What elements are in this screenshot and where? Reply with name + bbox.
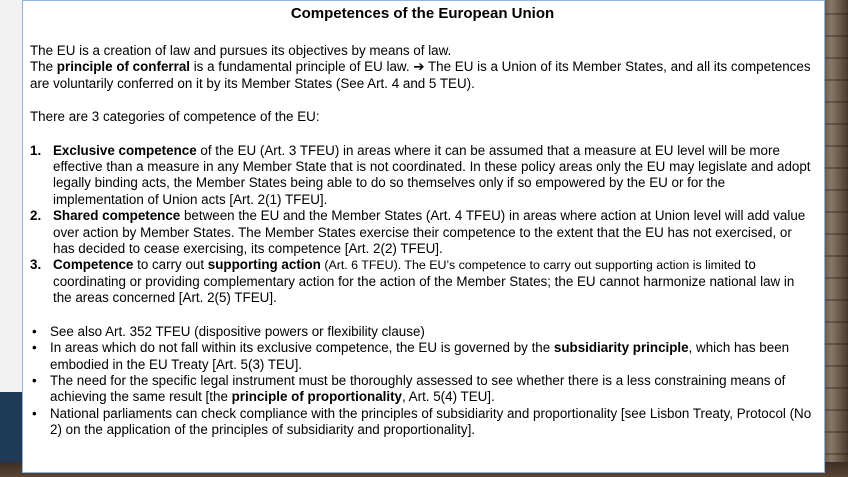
supporting-action-term: supporting action xyxy=(207,257,321,273)
exclusive-competence-term: Exclusive competence xyxy=(53,142,197,158)
list-item: • In areas which do not fall within its exclusive competence, the EU is governed by the subsidiarity principle, which has been embodied in the EU Treaty [Art. 5(3) TEU]. xyxy=(32,340,790,372)
list-item: • See also Art. 352 TFEU (dispositive powers or flexibility clause) xyxy=(32,323,425,339)
page-title: Competences of the European Union xyxy=(290,5,555,22)
list-item: • National parliaments can check compliance with the principles of subsidiarity and proportionality [see Lisbon Treaty, Protocol (No 2) on the application of the principles of subsidiarity and proportionality]. xyxy=(32,405,812,438)
competence-term: Competence xyxy=(53,257,134,273)
proportionality-term: principle of proportionality xyxy=(231,389,402,405)
bullet-icon: • xyxy=(32,372,37,388)
conferral-term: principle of conferral xyxy=(56,59,190,75)
subsidiarity-term: subsidiarity principle xyxy=(553,340,689,356)
categories-intro: There are 3 categories of competence of the EU: xyxy=(30,109,320,125)
list-item: 2. Shared competence between the EU and the Member States (Art. 4 TFEU) in areas where action at Union level will add value over action by Member States. The Member States exercise their competence to the extent that the EU has not exercised, or has decided to cease exercising, its competence [Art. 2(2) TFEU]. xyxy=(30,208,806,257)
content-panel xyxy=(22,0,825,473)
list-item: • The need for the specific legal instrument must be thoroughly assessed to see whether there is a less constraining means of achieving the same result [the principle of proportionality, Art. 5(4) TEU]. xyxy=(32,372,786,405)
list-item: 1. Exclusive competence of the EU (Art. 3 TFEU) in areas where it can be assumed that a measure at EU level will be more effective than a measure in any Member State that is not coordinated. In these policy areas only the EU may legislate and adopt legally binding acts, the Member States being able to do so themselves only if so empowered by the EU or for the implementation of Union acts [Art. 2(1) TFEU]. xyxy=(30,142,811,207)
bullet-list xyxy=(30,324,815,439)
bullet-icon: • xyxy=(32,323,37,339)
shared-competence-term: Shared competence xyxy=(53,208,181,224)
intro-line-1: The EU is a creation of law and pursues its objectives by means of law. xyxy=(30,43,452,58)
bullet-icon: • xyxy=(32,340,37,356)
list-item: 3. Competence to carry out supporting action (Art. 6 TFEU). The EU’s competence to carry out supporting action is limited to coordinating or providing complementary action for the action of the Member States; the EU cannot harmonize national law in the areas concerned [Art. 2(5) TFEU]. xyxy=(30,257,795,306)
intro-line-2: The principle of conferral is a fundamental principle of EU law. ➔ The EU is a Union of its Member States, and all its competences are voluntarily conferred on it by its Member States (See Art. 4 and 5 TEU). xyxy=(30,59,811,91)
competence-list xyxy=(30,143,815,307)
bullet-icon: • xyxy=(32,405,37,421)
